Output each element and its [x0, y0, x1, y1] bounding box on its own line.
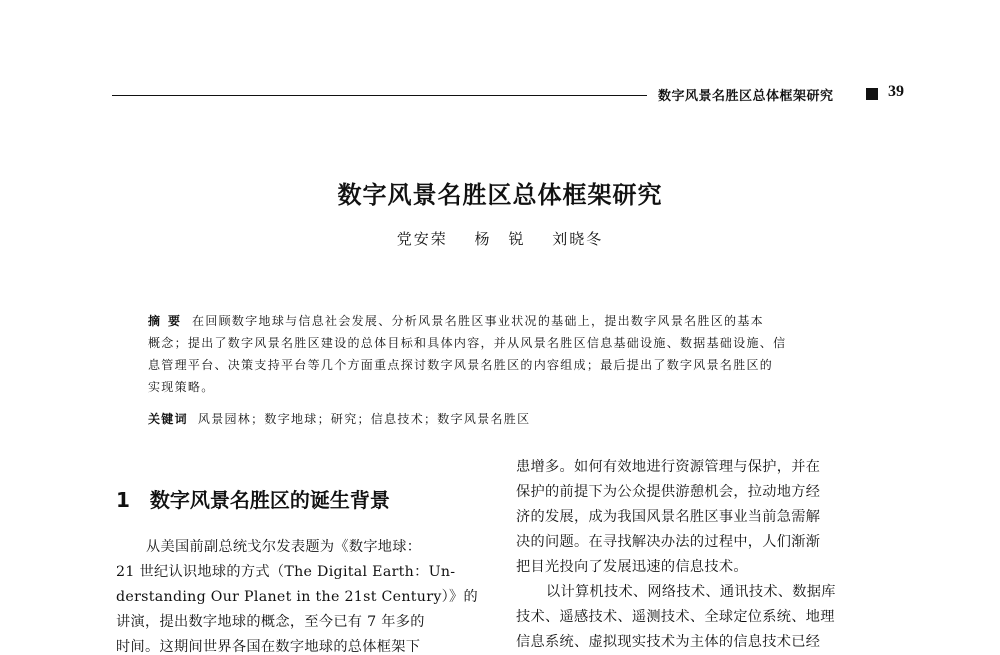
abstract-line: 实现策略。 — [148, 380, 215, 394]
author: 杨 锐 — [474, 230, 526, 248]
body-line: 济的发展，成为我国风景名胜区事业当前急需解 — [516, 509, 821, 525]
body-line: 技术、遥感技术、遥测技术、全球定位系统、地理 — [516, 609, 835, 625]
section-title: 数字风景名胜区的诞生背景 — [149, 488, 390, 512]
left-column — [116, 535, 486, 655]
body-line: 时间。这期间世界各国在数字地球的总体框架下 — [116, 639, 421, 655]
body-line: 把目光投向了发展迅速的信息技术。 — [516, 559, 748, 575]
section-number: 1 — [116, 488, 130, 512]
right-column — [516, 455, 886, 655]
abstract-line: 息管理平台、决策支持平台等几个方面重点探讨数字风景名胜区的内容组成；最后提出了数字风景名胜区的 — [148, 358, 774, 372]
body-line: 以计算机技术、网络技术、通讯技术、数据库 — [546, 584, 836, 600]
author-list — [0, 228, 1000, 249]
body-line: 21 世纪认识地球的方式（The Digital Earth：Un- — [116, 564, 456, 580]
body-line: derstanding Our Planet in the 21st Century）》的 — [116, 589, 478, 605]
section-heading — [116, 484, 390, 513]
keywords-text: 风景园林；数字地球；研究；信息技术；数字风景名胜区 — [197, 412, 531, 426]
body-line: 决的问题。在寻找解决办法的过程中，人们渐渐 — [516, 534, 821, 550]
body-line: 从美国前副总统戈尔发表题为《数字地球： — [146, 539, 422, 555]
author: 刘晓冬 — [552, 230, 604, 248]
body-line: 保护的前提下为公众提供游憩机会，拉动地方经 — [516, 484, 821, 500]
body-line: 患增多。如何有效地进行资源管理与保护，并在 — [516, 459, 821, 475]
header-square-icon — [866, 88, 878, 100]
author: 党安荣 — [396, 230, 448, 248]
keywords-label: 关键词 — [148, 412, 188, 426]
header-rule — [112, 95, 647, 96]
abstract-line: 概念；提出了数字风景名胜区建设的总体目标和具体内容，并从风景名胜区信息基础设施、数据基础设施、信 — [148, 336, 787, 350]
page-number: 39 — [888, 83, 904, 100]
abstract-text: 在回顾数字地球与信息社会发展、分析风景名胜区事业状况的基础上，提出数字风景名胜区的基本 — [192, 314, 764, 328]
abstract — [148, 310, 850, 398]
body-line: 讲演，提出数字地球的概念，至今已有 7 年多的 — [116, 614, 425, 630]
abstract-line — [148, 310, 850, 332]
keywords — [148, 410, 530, 427]
body-line: 信息系统、虚拟现实技术为主体的信息技术已经 — [516, 634, 821, 650]
running-header-title: 数字风景名胜区总体框架研究 — [658, 89, 834, 104]
article-title: 数字风景名胜区总体框架研究 — [337, 181, 663, 209]
abstract-label: 摘要 — [148, 314, 189, 328]
